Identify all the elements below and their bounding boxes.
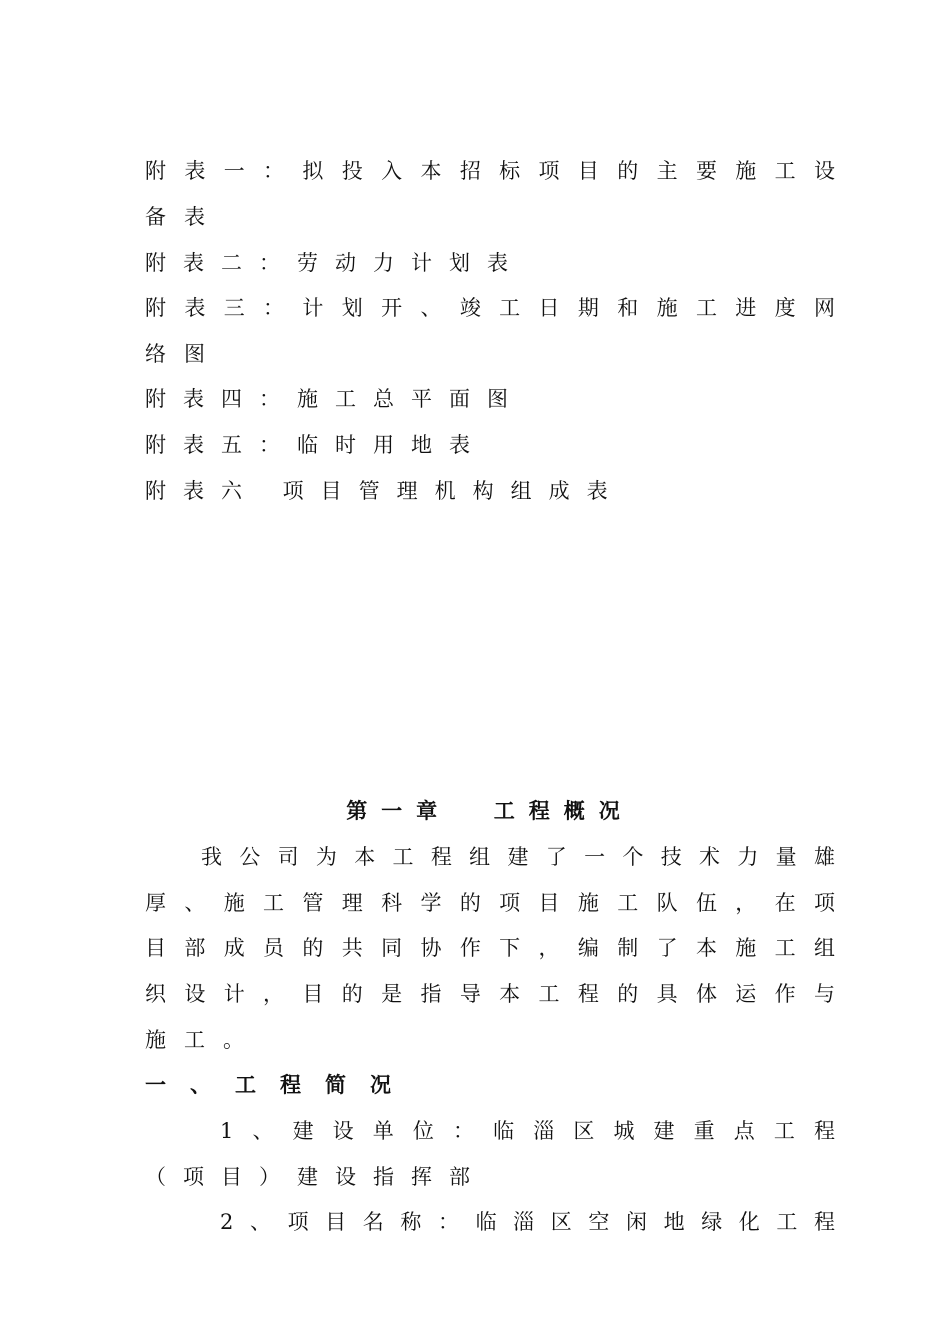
item-1-line1: 1、建设单位：临淄区城建重点工程 [220, 1119, 835, 1143]
item-1-line2: （项目）建设指挥部 [145, 1165, 487, 1189]
appendix-5: 附表五：临时用地表 [145, 433, 487, 457]
appendix-6: 附表六 项目管理机构组成表 [145, 479, 625, 503]
intro-line-1: 我公司为本工程组建了一个技术力量雄 [201, 845, 835, 869]
appendix-3-line1: 附表三：计划开、竣工日期和施工进度网 [145, 296, 835, 320]
intro-line-4: 织设计，目的是指导本工程的具体运作与 [145, 982, 835, 1006]
intro-line-5: 施工。 [145, 1028, 262, 1052]
appendix-2: 附表二：劳动力计划表 [145, 251, 525, 275]
chapter-title: 第一章 工程概况 [346, 798, 634, 823]
intro-line-3: 目部成员的共同协作下，编制了本施工组 [145, 936, 835, 960]
appendix-1-line1: 附表一：拟投入本招标项目的主要施工设 [145, 159, 835, 183]
section-heading: 一、工程简况 [145, 1072, 415, 1097]
intro-line-2: 厚、施工管理科学的项目施工队伍，在项 [145, 891, 835, 915]
appendix-4: 附表四：施工总平面图 [145, 387, 525, 411]
appendix-3-line2: 络图 [145, 342, 223, 366]
item-2-line1: 2、项目名称：临淄区空闲地绿化工程 [220, 1210, 835, 1234]
appendix-1-line2: 备表 [145, 205, 223, 229]
